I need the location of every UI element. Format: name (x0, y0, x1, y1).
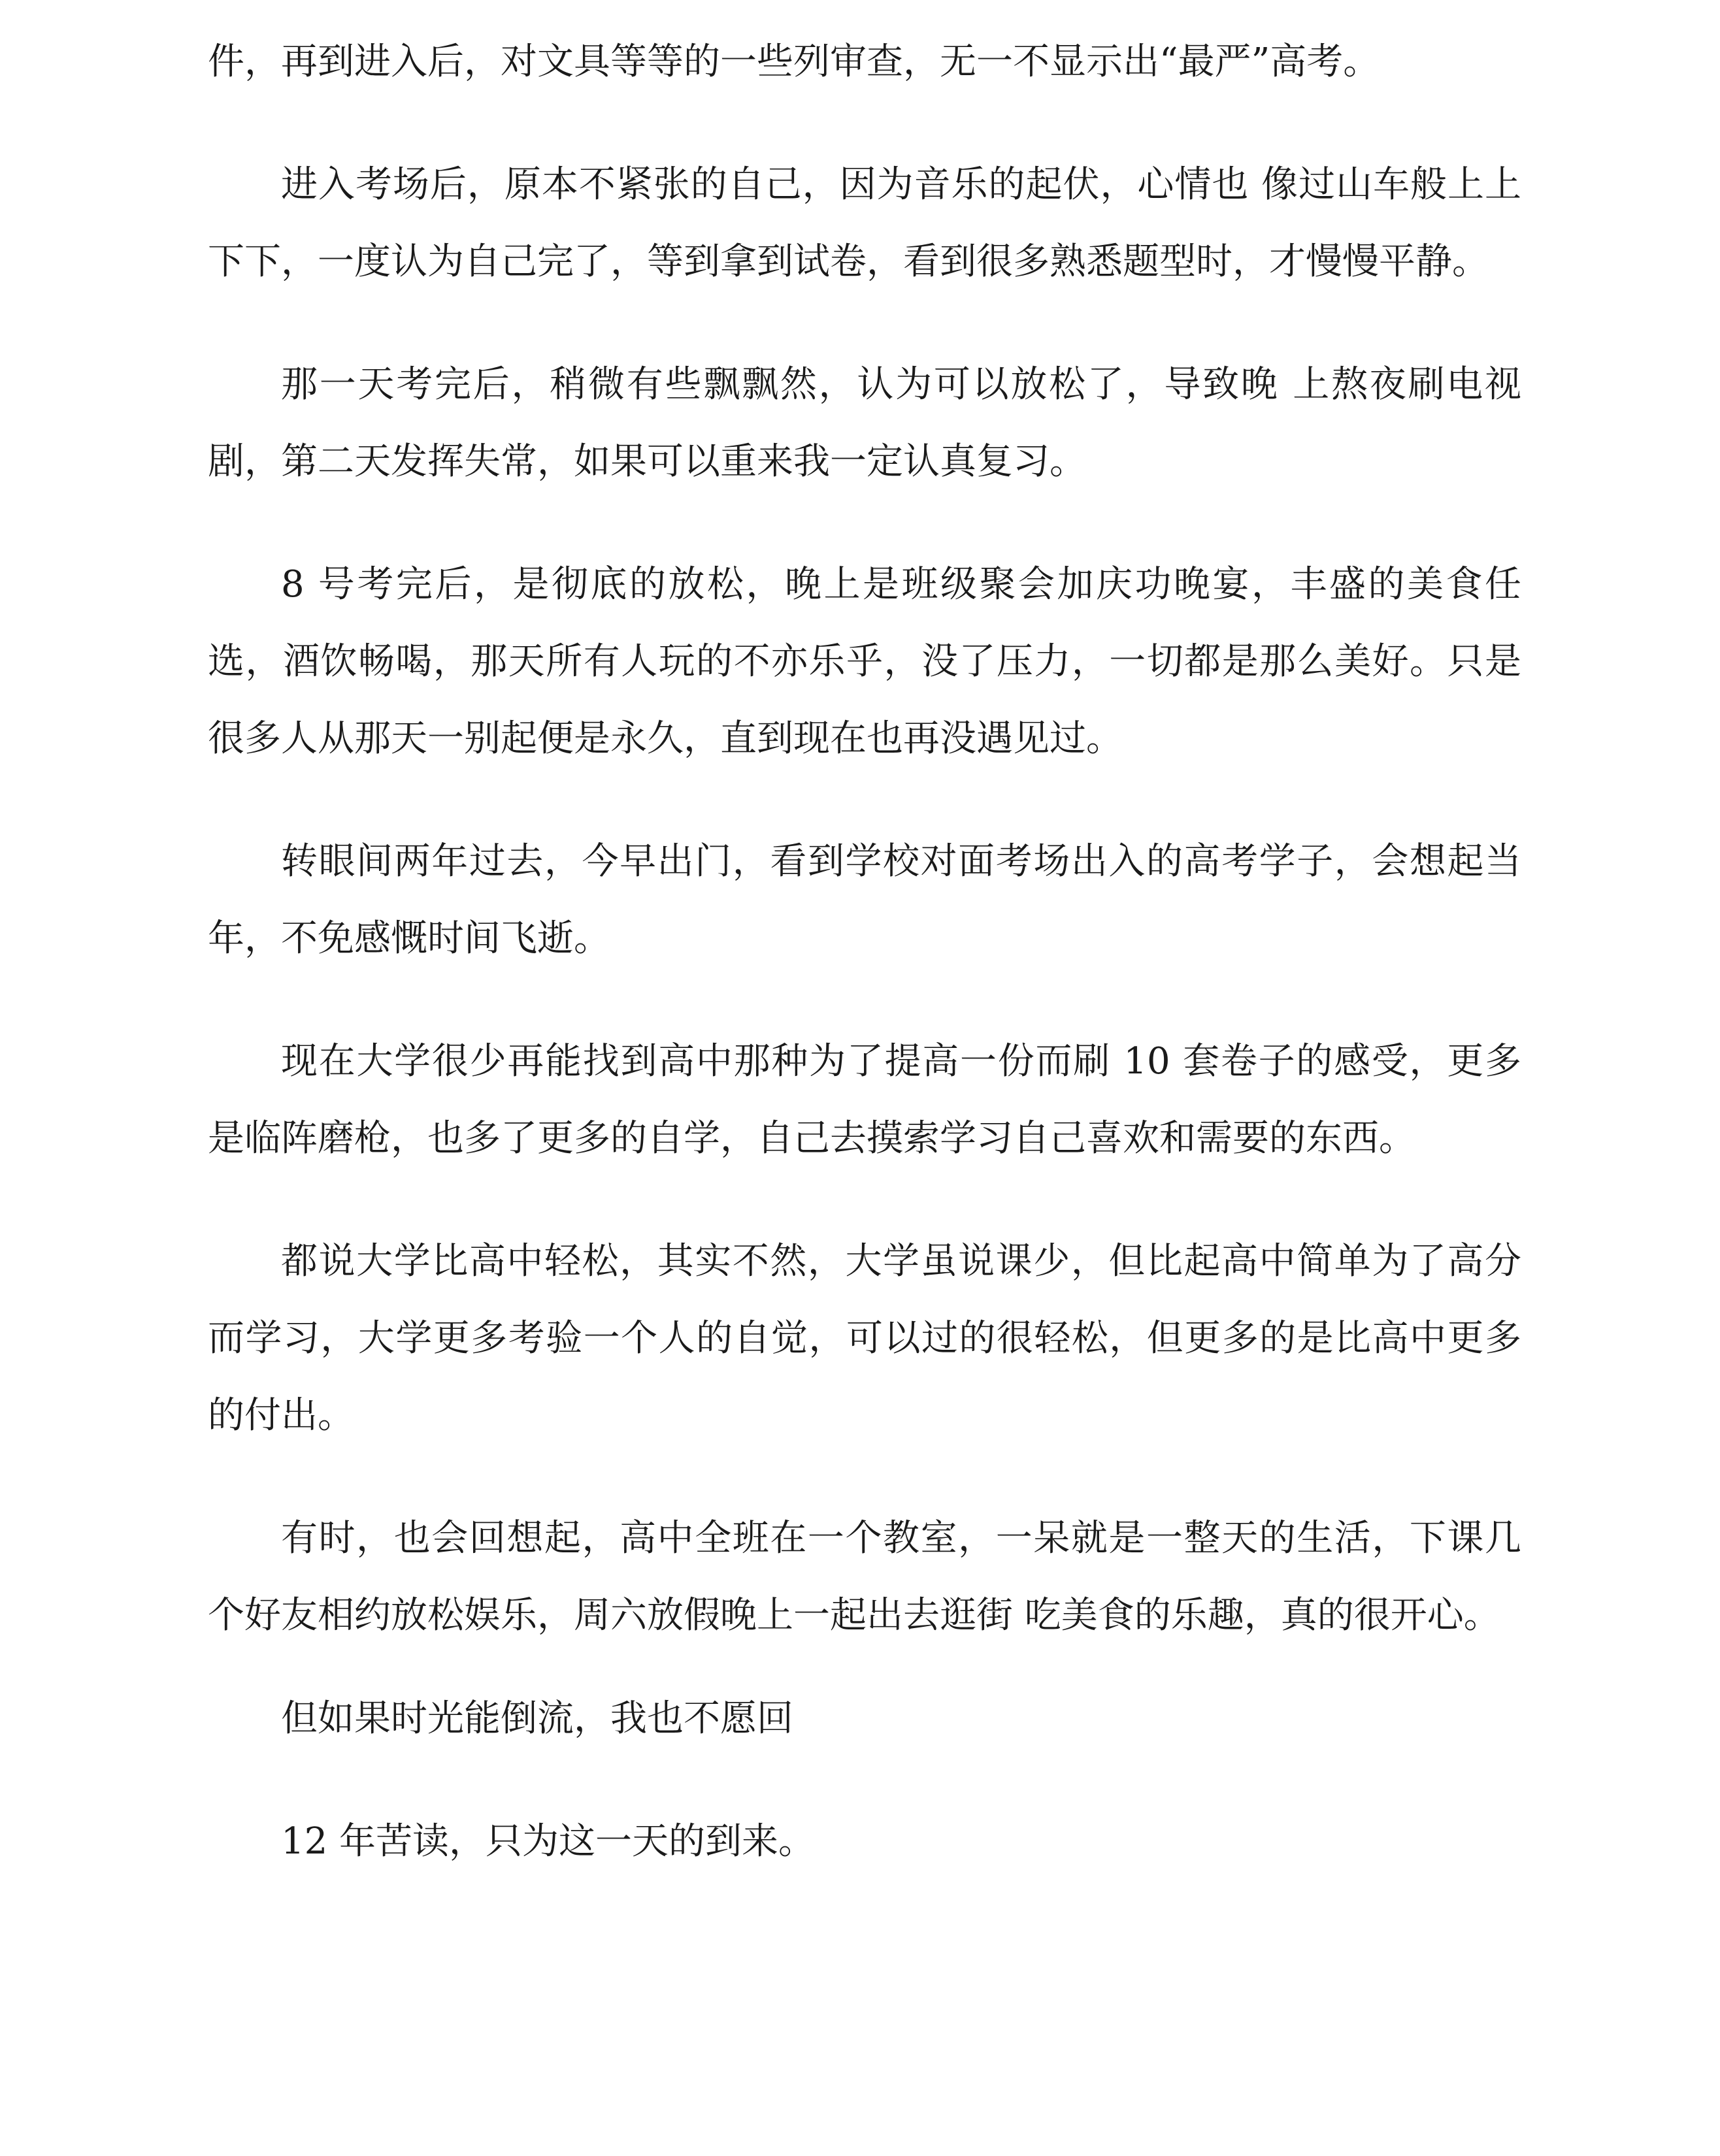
paragraph-8: 有时，也会回想起，高中全班在一个教室，一呆就是一整天的生活，下课几个好友相约放松娱乐，周六放假晚上一起出去逛街 吃美食的乐趣，真的很开心。 (208, 1517, 1521, 1637)
paragraph-5: 转眼间两年过去，今早出门，看到学校对面考场出入的高考学子，会想起当年，不免感慨时间飞逝。 (208, 840, 1521, 960)
paragraph-6: 现在大学很少再能找到高中那种为了提高一份而刷 10 套卷子的感受，更多是临阵磨枪，也多了更多的自学，自己去摸索学习自己喜欢和需要的东西。 (208, 1040, 1521, 1160)
paragraph-3: 那一天考完后，稍微有些飘飘然，认为可以放松了，导致晚 上熬夜刷电视剧，第二天发挥失常，如果可以重来我一定认真复习。 (208, 363, 1521, 483)
paragraph-1: 件，再到进入后，对文具等等的一些列审查，无一不显示出“最严”高考。 (208, 41, 1380, 83)
paragraph-9: 但如果时光能倒流，我也不愿回 (281, 1697, 793, 1740)
paragraph-4: 8 号考完后，是彻底的放松，晚上是班级聚会加庆功晚宴，丰盛的美食任选，酒饮畅喝，那天所有人玩的不亦乐乎，没了压力，一切都是那么美好。只是很多人从那天一别起便是永久，直到现在也再没遇见过。 (208, 563, 1521, 760)
paragraph-7: 都说大学比高中轻松，其实不然，大学虽说课少，但比起高中简单为了高分而学习，大学更多考验一个人的自觉，可以过的很轻松，但更多的是比高中更多的付出。 (208, 1240, 1521, 1437)
paragraph-2: 进入考场后，原本不紧张的自己，因为音乐的起伏，心情也 像过山车般上上下下，一度认为自己完了，等到拿到试卷，看到很多熟悉题型时，才慢慢平静。 (208, 163, 1521, 283)
paragraph-10: 12 年苦读，只为这一天的到来。 (281, 1820, 816, 1863)
document-body (208, 24, 1521, 1926)
